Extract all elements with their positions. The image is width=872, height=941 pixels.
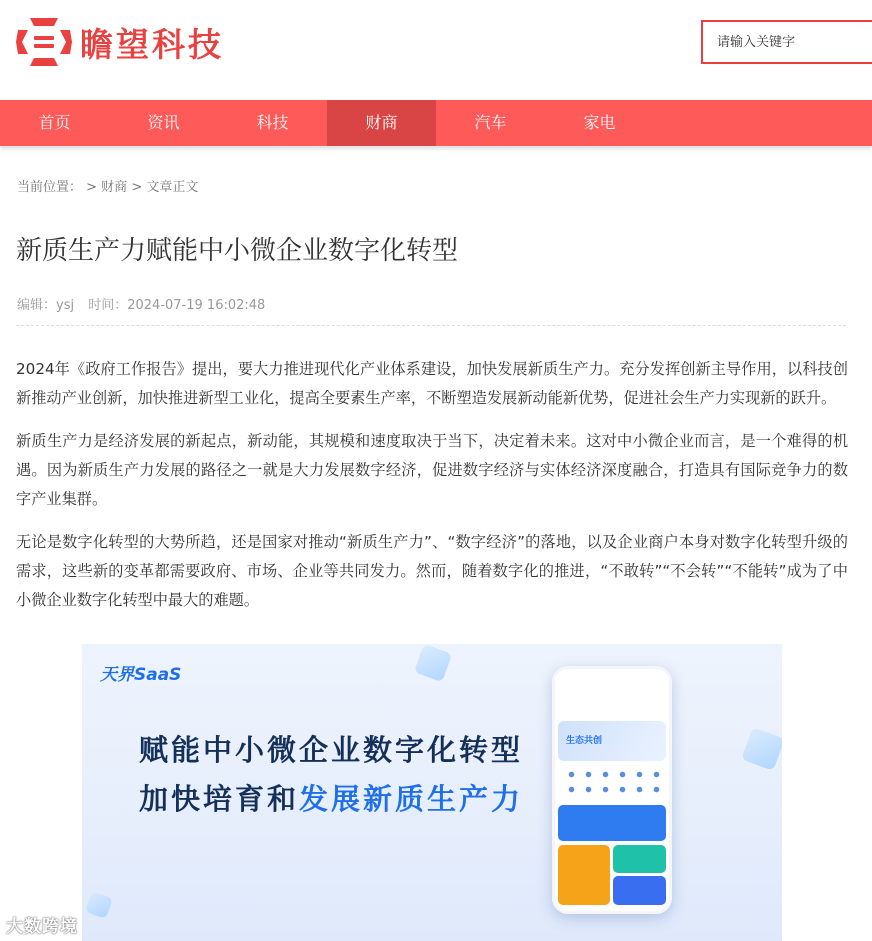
phone-card — [558, 845, 610, 905]
divider — [16, 325, 846, 326]
logo-mark-icon — [16, 14, 72, 70]
search-box[interactable] — [701, 20, 872, 64]
search-input[interactable] — [703, 22, 872, 62]
banner-subheadline-highlight: 发展新质生产力 — [299, 782, 524, 816]
nav-item-finance[interactable]: 财商 — [327, 100, 436, 146]
article-paragraph: 新质生产力是经济发展的新起点，新动能，其规模和速度取决于当下，决定着未来。这对中小微企业而言，是一个难得的机遇。因为新质生产力发展的路径之一就是大力发展数字经济，促进数字经济与实体经济深度融合，打造具有国际竞争力的数字产业集群。 — [16, 432, 848, 508]
article-image — [82, 644, 782, 941]
nav-item-auto[interactable]: 汽车 — [474, 113, 507, 132]
nav-item-news[interactable]: 资讯 — [147, 113, 180, 132]
phone-card — [613, 876, 666, 905]
article-paragraph: 无论是数字化转型的大势所趋，还是国家对推动“新质生产力”、“数字经济”的落地，以及企业商户本身对数字化转型升级的需求，这些新的变革都需要政府、市场、企业等共同发力。然而，随着数字化的推进，“不敢转”“不会转”“不能转”成为了中小微企业数字化转型中最大的难题。 — [16, 533, 848, 609]
phone-hero-title: 生态共创 — [566, 736, 603, 746]
watermark: 大数跨境 — [6, 917, 78, 937]
article-time: 时间：2024-07-19 16:02:48 — [88, 298, 266, 313]
cube-decoration-icon — [414, 644, 452, 682]
banner-subheadline — [139, 777, 523, 818]
banner-subheadline-prefix: 加快培育和 — [139, 782, 300, 816]
phone-mockup — [552, 666, 672, 914]
banner-brand: 天界SaaS — [100, 665, 182, 685]
site-logo[interactable] — [16, 14, 224, 70]
nav-item-appliance[interactable]: 家电 — [583, 113, 616, 132]
nav-item-tech[interactable]: 科技 — [256, 113, 289, 132]
article-meta — [17, 294, 275, 313]
phone-hero — [558, 721, 666, 761]
site-header — [0, 0, 872, 100]
breadcrumb — [17, 176, 198, 195]
phone-card — [613, 845, 666, 873]
breadcrumb-path[interactable]: > 财商 > 文章正文 — [86, 180, 199, 195]
article-editor: 编辑：ysj — [17, 298, 75, 313]
article-title: 新质生产力赋能中小微企业数字化转型 — [16, 236, 459, 266]
article-paragraph: 2024年《政府工作报告》提出，要大力推进现代化产业体系建设，加快发展新质生产力。充分发挥创新主导作用，以科技创新推动产业创新，加快推进新型工业化，提高全要素生产率，不断塑造发展新动能新优势，促进社会生产力实现新的跃升。 — [16, 360, 848, 407]
nav-item-home[interactable]: 首页 — [38, 113, 71, 132]
phone-card — [558, 805, 666, 841]
breadcrumb-label: 当前位置： — [17, 180, 83, 195]
main-nav — [0, 100, 872, 146]
phone-app-grid-icon — [563, 767, 663, 797]
site-name: 瞻望科技 — [80, 24, 224, 64]
article-body — [16, 355, 848, 629]
cube-decoration-icon — [85, 891, 113, 919]
banner-headline: 赋能中小微企业数字化转型 — [139, 733, 524, 767]
cube-decoration-icon — [741, 727, 782, 771]
